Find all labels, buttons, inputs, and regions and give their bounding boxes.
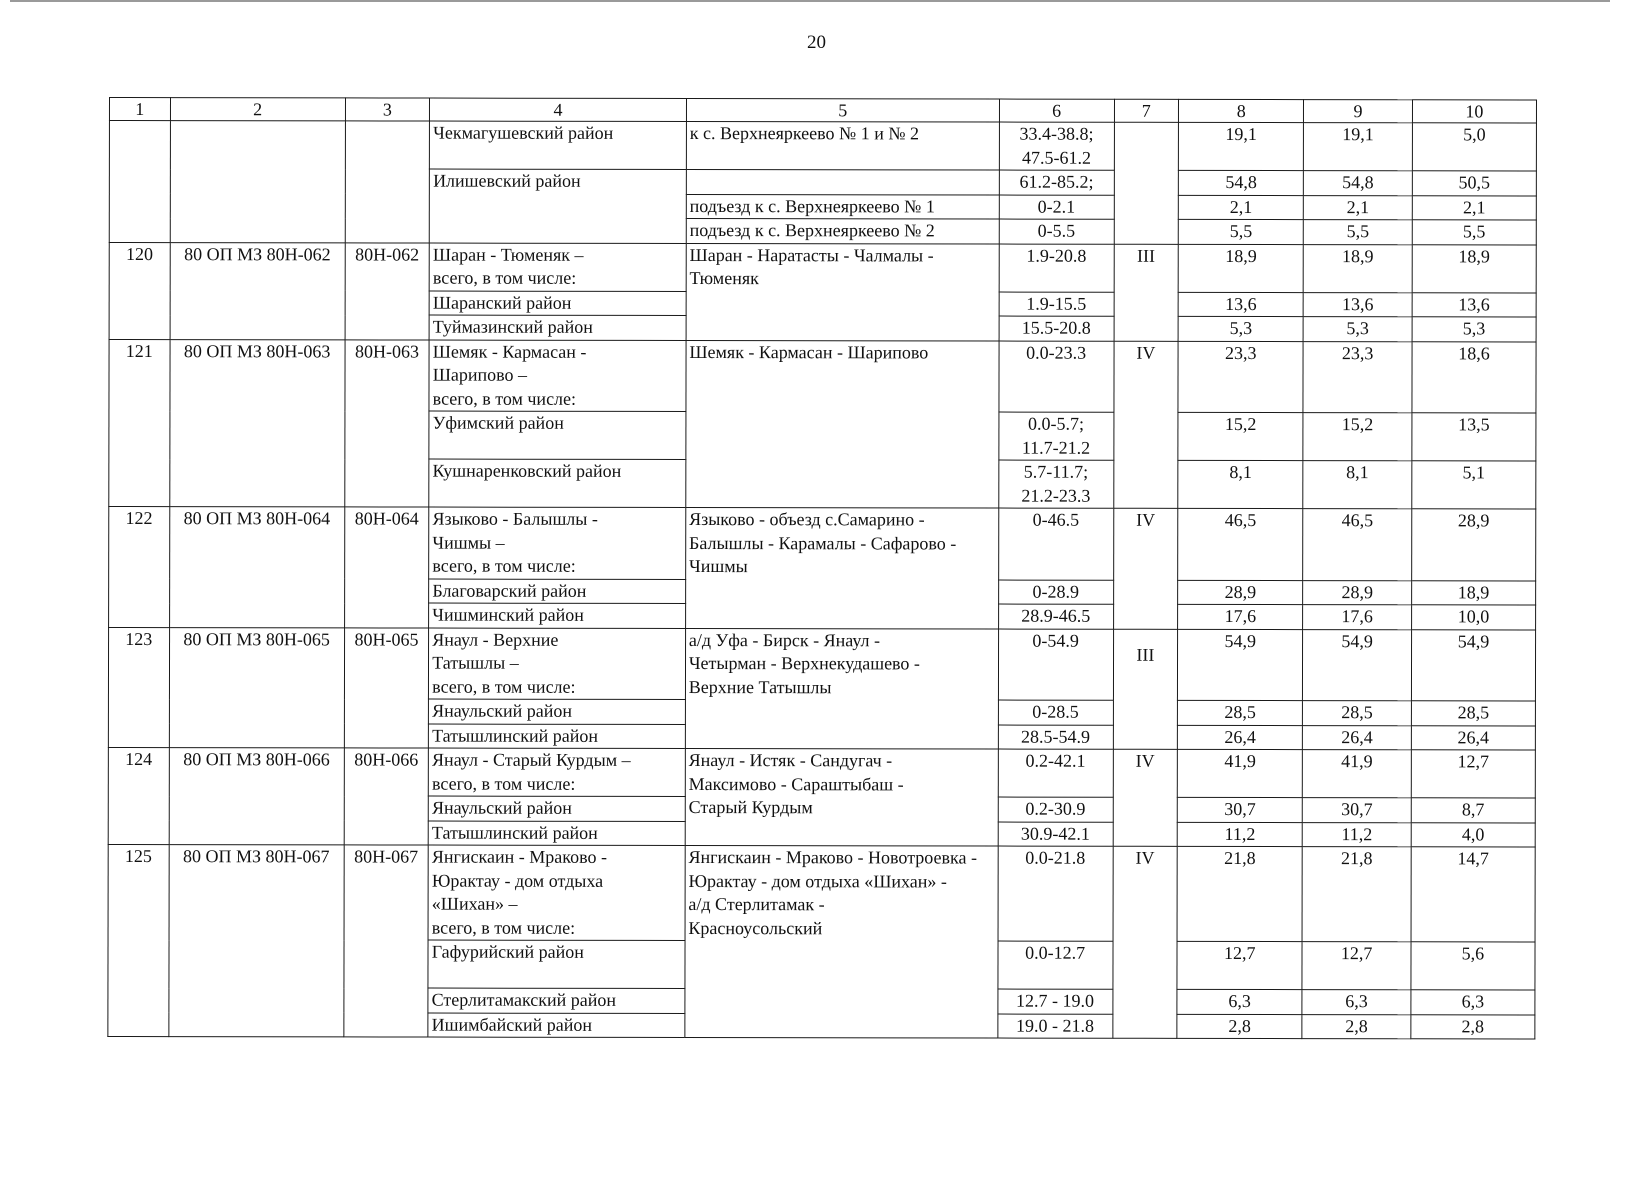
road-id: 80 ОП МЗ 80Н-062 (170, 242, 345, 339)
length-value: 12,7 (1302, 942, 1411, 990)
length-value: 28,5 (1303, 701, 1412, 726)
row-number: 124 (108, 747, 169, 844)
length-value: 5,5 (1412, 220, 1536, 245)
road-code: 80Н-066 (344, 748, 429, 845)
table-row (109, 121, 1536, 171)
length-value: 13,6 (1303, 292, 1412, 317)
road-category: IV (1113, 749, 1178, 846)
district-name: Уфимский район (429, 411, 686, 459)
scan-edge-line (10, 0, 1610, 2)
length-value: 8,1 (1303, 461, 1412, 509)
km-range: 12.7 - 19.0 (998, 989, 1113, 1014)
length-value: 5,1 (1412, 461, 1536, 509)
district-name: Татышлинский район (428, 821, 685, 846)
length-value: 26,4 (1303, 725, 1412, 750)
route-cell: подъезд к с. Верхнеяркеево № 2 (686, 219, 999, 244)
length-value: 15,2 (1178, 412, 1303, 460)
length-value: 28,5 (1411, 701, 1535, 726)
district-name: Татышлинский район (429, 724, 686, 749)
table-row (108, 844, 1535, 941)
road-category: IV (1112, 846, 1177, 1038)
km-range: 0-28.5 (998, 700, 1113, 725)
district-name: Чекмагушевский район (430, 121, 687, 169)
row-number: 122 (109, 507, 170, 628)
roads-table (107, 97, 1537, 1039)
road-category: IV (1113, 341, 1178, 509)
length-value: 26,4 (1411, 725, 1535, 750)
length-value: 54,9 (1303, 629, 1412, 701)
length-value: 5,5 (1304, 220, 1413, 245)
length-value: 28,5 (1178, 700, 1303, 725)
district-name: Туймазинский район (429, 315, 686, 340)
length-value: 28,9 (1303, 580, 1412, 605)
district-name: Ишимбайский район (428, 1013, 685, 1038)
length-value: 50,5 (1412, 171, 1536, 196)
row-number: 121 (109, 339, 170, 507)
km-range: 0-54.9 (998, 629, 1113, 701)
km-range: 0.0-12.7 (998, 941, 1113, 989)
district-name: Янаульский район (428, 796, 685, 821)
empty-cell (170, 121, 345, 243)
km-range: 0-2.1 (999, 195, 1114, 220)
length-value: 5,3 (1178, 316, 1303, 341)
road-name: Шемяк - Кармасан - Шарипово – всего, в том числе: (429, 340, 686, 412)
length-value: 5,6 (1411, 942, 1535, 990)
length-value: 18,9 (1412, 244, 1536, 292)
row-number: 120 (109, 242, 170, 339)
km-range: 61.2-85.2; (999, 170, 1114, 195)
row-number: 125 (108, 844, 169, 1036)
length-value: 14,7 (1411, 847, 1535, 942)
road-category: III (1114, 244, 1179, 341)
district-name: Кушнаренковский район (429, 459, 686, 507)
km-range: 28.9-46.5 (998, 604, 1113, 629)
empty-cell (345, 121, 430, 243)
length-value: 54,9 (1411, 629, 1535, 701)
km-range: 0-28.9 (998, 580, 1113, 605)
length-value: 26,4 (1178, 725, 1303, 750)
length-value: 19,1 (1179, 122, 1304, 170)
length-value: 46,5 (1303, 509, 1412, 581)
column-header: 7 (1114, 99, 1179, 122)
district-name: Илишевский район (429, 169, 686, 243)
length-value: 18,9 (1304, 244, 1413, 292)
route-cell: Шемяк - Кармасан - Шарипово (686, 340, 999, 508)
road-id: 80 ОП МЗ 80Н-063 (169, 339, 345, 507)
length-value: 8,1 (1178, 460, 1303, 508)
column-header: 10 (1412, 100, 1536, 123)
length-value: 11,2 (1303, 822, 1412, 847)
length-value: 4,0 (1411, 822, 1535, 847)
column-header: 6 (999, 99, 1114, 122)
length-value: 12,7 (1411, 750, 1535, 798)
length-value: 41,9 (1177, 749, 1302, 797)
column-header: 1 (109, 98, 170, 121)
km-range: 19.0 - 21.8 (998, 1014, 1113, 1039)
length-value: 18,6 (1412, 341, 1536, 413)
length-value: 2,1 (1304, 195, 1413, 220)
road-id: 80 ОП МЗ 80Н-065 (169, 627, 344, 748)
length-value: 21,8 (1302, 847, 1411, 942)
column-header: 4 (430, 98, 687, 121)
km-range: 1.9-15.5 (999, 292, 1114, 317)
road-code: 80Н-065 (344, 627, 429, 748)
length-value: 23,3 (1178, 341, 1303, 413)
road-id: 80 ОП МЗ 80Н-064 (169, 507, 344, 628)
length-value: 2,8 (1302, 1014, 1411, 1039)
km-range: 33.4-38.8; 47.5-61.2 (999, 122, 1114, 170)
table-row (108, 627, 1535, 701)
district-name: Шаранский район (429, 291, 686, 316)
length-value: 5,3 (1303, 317, 1412, 342)
column-header: 3 (345, 98, 430, 121)
km-range: 0.2-30.9 (998, 797, 1113, 822)
district-name: Стерлитамакский район (428, 988, 685, 1013)
length-value: 21,8 (1177, 846, 1302, 941)
length-value: 54,9 (1178, 629, 1303, 701)
length-value: 2,8 (1411, 1014, 1535, 1039)
length-value: 18,9 (1178, 244, 1303, 292)
empty-cell (1114, 122, 1179, 244)
document-sheet (109, 97, 1537, 1037)
km-range: 15.5-20.8 (999, 316, 1114, 341)
length-value: 46,5 (1178, 508, 1303, 580)
length-value: 54,8 (1304, 171, 1413, 196)
length-value: 5,3 (1412, 317, 1536, 342)
length-value: 54,8 (1179, 170, 1304, 195)
km-range: 1.9-20.8 (999, 244, 1114, 292)
road-name: Янгискаин - Мраково - Юрактау - дом отдыха «Шихан» – всего, в том числе: (428, 845, 685, 940)
length-value: 17,6 (1178, 604, 1303, 629)
length-value: 8,7 (1411, 798, 1535, 823)
km-range: 0.2-42.1 (998, 749, 1113, 797)
route-cell: а/д Уфа - Бирск - Янаул - Четырман - Верхнекудашево - Верхние Татышлы (685, 628, 998, 749)
table-row (109, 507, 1536, 581)
route-cell: подъезд к с. Верхнеяркеево № 1 (686, 194, 999, 219)
length-value: 11,2 (1177, 822, 1302, 847)
empty-cell (686, 170, 999, 195)
length-value: 6,3 (1411, 990, 1535, 1015)
table-row (109, 339, 1536, 413)
column-header: 2 (170, 98, 345, 121)
road-name: Янаул - Старый Курдым – всего, в том числе: (428, 748, 685, 796)
km-range: 0-46.5 (998, 508, 1113, 580)
route-cell: Янгискаин - Мраково - Новотроевка - Юрактау - дом отдыха «Шихан» - а/д Стерлитамак - Красноусольский (685, 846, 998, 1039)
length-value: 30,7 (1303, 798, 1412, 823)
length-value: 23,3 (1303, 341, 1412, 413)
km-range: 0-5.5 (999, 219, 1114, 244)
table-row (108, 747, 1535, 797)
district-name: Благоварский район (429, 579, 686, 604)
route-cell: Шаран - Наратасты - Чалмалы - Тюменяк (686, 243, 999, 341)
length-value: 2,8 (1177, 1014, 1302, 1039)
km-range: 30.9-42.1 (998, 822, 1113, 847)
length-value: 28,9 (1411, 509, 1535, 581)
length-value: 28,9 (1178, 580, 1303, 605)
column-header: 9 (1304, 100, 1413, 123)
length-value: 5,5 (1178, 219, 1303, 244)
length-value: 12,7 (1177, 941, 1302, 989)
district-name: Гафурийский район (428, 940, 685, 988)
road-code: 80Н-062 (345, 242, 430, 339)
empty-cell (109, 121, 170, 243)
length-value: 2,1 (1178, 195, 1303, 220)
district-name: Чишминский район (429, 603, 686, 628)
page-number: 20 (807, 32, 826, 53)
road-name: Шаран - Тюменяк – всего, в том числе: (429, 243, 686, 291)
length-value: 13,5 (1412, 413, 1536, 461)
road-name: Янаул - Верхние Татышлы – всего, в том числе: (429, 628, 686, 700)
length-value: 18,9 (1411, 580, 1535, 605)
road-category: IV (1113, 508, 1178, 629)
length-value: 13,6 (1178, 292, 1303, 317)
table-row (109, 242, 1536, 292)
length-value: 30,7 (1177, 797, 1302, 822)
km-range: 5.7-11.7; 21.2-23.3 (999, 460, 1114, 508)
length-value: 17,6 (1303, 605, 1412, 630)
column-header: 8 (1179, 99, 1304, 122)
km-range: 28.5-54.9 (998, 725, 1113, 750)
route-cell: Языково - объезд с.Самарино - Балышлы - Карамалы - Сафарово - Чишмы (685, 508, 998, 629)
km-range: 0.0-21.8 (998, 846, 1113, 941)
length-value: 2,1 (1412, 195, 1536, 220)
road-name: Языково - Балышлы - Чишмы – всего, в том числе: (429, 507, 686, 579)
district-name: Янаульский район (429, 699, 686, 724)
row-number: 123 (108, 627, 169, 748)
road-code: 80Н-064 (344, 507, 429, 628)
km-range: 0.0-5.7; 11.7-21.2 (999, 412, 1114, 460)
length-value: 5,0 (1412, 123, 1536, 171)
route-cell: Янаул - Истяк - Сандугач - Максимово - Сараштыбаш - Старый Курдым (685, 749, 998, 847)
km-range: 0.0-23.3 (999, 341, 1114, 413)
length-value: 6,3 (1302, 990, 1411, 1015)
length-value: 41,9 (1303, 750, 1412, 798)
road-category: III (1113, 629, 1178, 750)
length-value: 6,3 (1177, 989, 1302, 1014)
column-header: 5 (686, 99, 999, 123)
length-value: 13,6 (1412, 292, 1536, 317)
road-code: 80Н-067 (344, 845, 429, 1037)
route-cell: к с. Верхнеяркеево № 1 и № 2 (686, 122, 999, 171)
road-id: 80 ОП МЗ 80Н-067 (168, 845, 344, 1037)
length-value: 15,2 (1303, 413, 1412, 461)
road-code: 80Н-063 (345, 339, 430, 507)
length-value: 10,0 (1411, 605, 1535, 630)
length-value: 19,1 (1304, 123, 1413, 171)
column-header-row (109, 98, 1536, 123)
road-id: 80 ОП МЗ 80Н-066 (169, 748, 344, 845)
